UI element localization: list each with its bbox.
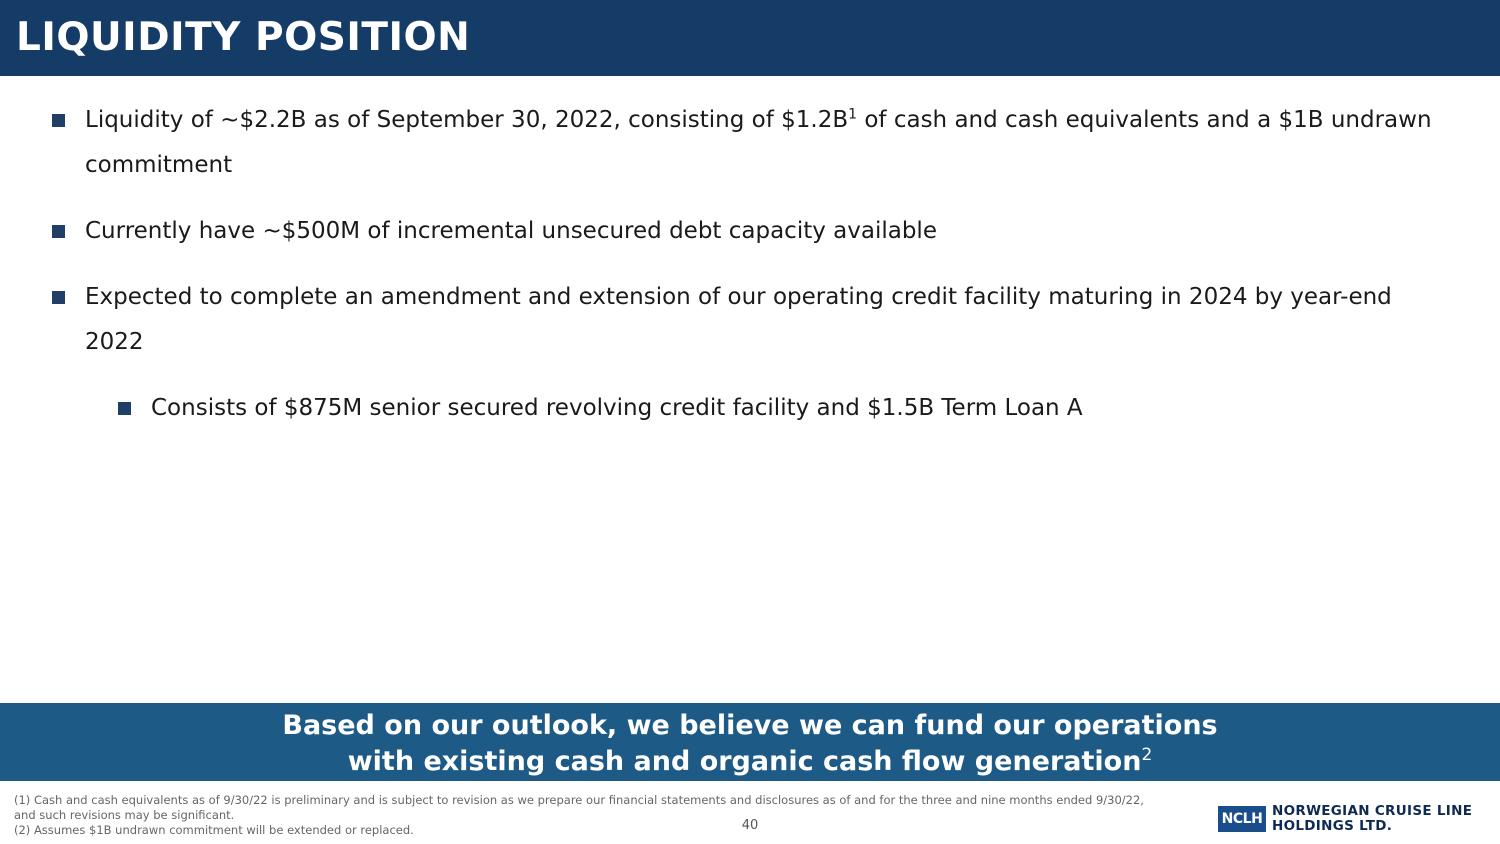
square-bullet-icon	[118, 402, 131, 415]
logo-line-2: HOLDINGS LTD.	[1272, 818, 1393, 834]
page-number: 40	[741, 818, 759, 833]
callout-banner	[0, 703, 1500, 781]
bullet-text: Currently have ~$500M of incremental unsecured debt capacity available	[85, 218, 937, 244]
footnote-1: (1) Cash and cash equivalents as of 9/30/22 is preliminary and is subject to revision as we prepare our financial statements and disclosures as of and for the three and nine months ended 9/30/22, and such revisions may be significant.	[14, 793, 1144, 822]
footnotes	[14, 793, 1164, 838]
square-bullet-icon	[52, 114, 65, 127]
square-bullet-icon	[52, 225, 65, 238]
footnote-ref: 2	[1141, 745, 1153, 765]
bullet-text: Consists of $875M senior secured revolving credit facility and $1.5B Term Loan A	[151, 395, 1083, 421]
bullet-item-amendment	[85, 275, 1445, 365]
logo-mark: NCLH	[1218, 806, 1266, 832]
footnote-2: (2) Assumes $1B undrawn commitment will be extended or replaced.	[14, 823, 414, 837]
bullet-text: Liquidity of ~$2.2B as of September 30, 2022, consisting of $1.2B	[85, 107, 849, 133]
bullet-item-debt-capacity	[85, 209, 1445, 254]
sub-bullet-item-facility	[151, 386, 1431, 431]
logo-wordmark	[1272, 804, 1500, 834]
footnote-ref: 1	[848, 106, 858, 123]
callout-line-2-text: with existing cash and organic cash flow generation	[347, 746, 1142, 777]
logo-line-1: NORWEGIAN CRUISE LINE	[1272, 803, 1473, 819]
bullet-text: Expected to complete an amendment and extension of our operating credit facility maturing in 2024 by year-end 2022	[85, 284, 1392, 355]
callout-line-2	[0, 744, 1500, 780]
bullet-text-continued: of cash and cash equivalents and a $1B undrawn commitment	[85, 107, 1432, 178]
square-bullet-icon	[52, 291, 65, 304]
page-title: LIQUIDITY POSITION	[16, 15, 471, 60]
bullet-item-liquidity	[85, 98, 1445, 188]
callout-line-1: Based on our outlook, we believe we can fund our operations	[282, 710, 1218, 741]
title-bar	[0, 0, 1500, 76]
